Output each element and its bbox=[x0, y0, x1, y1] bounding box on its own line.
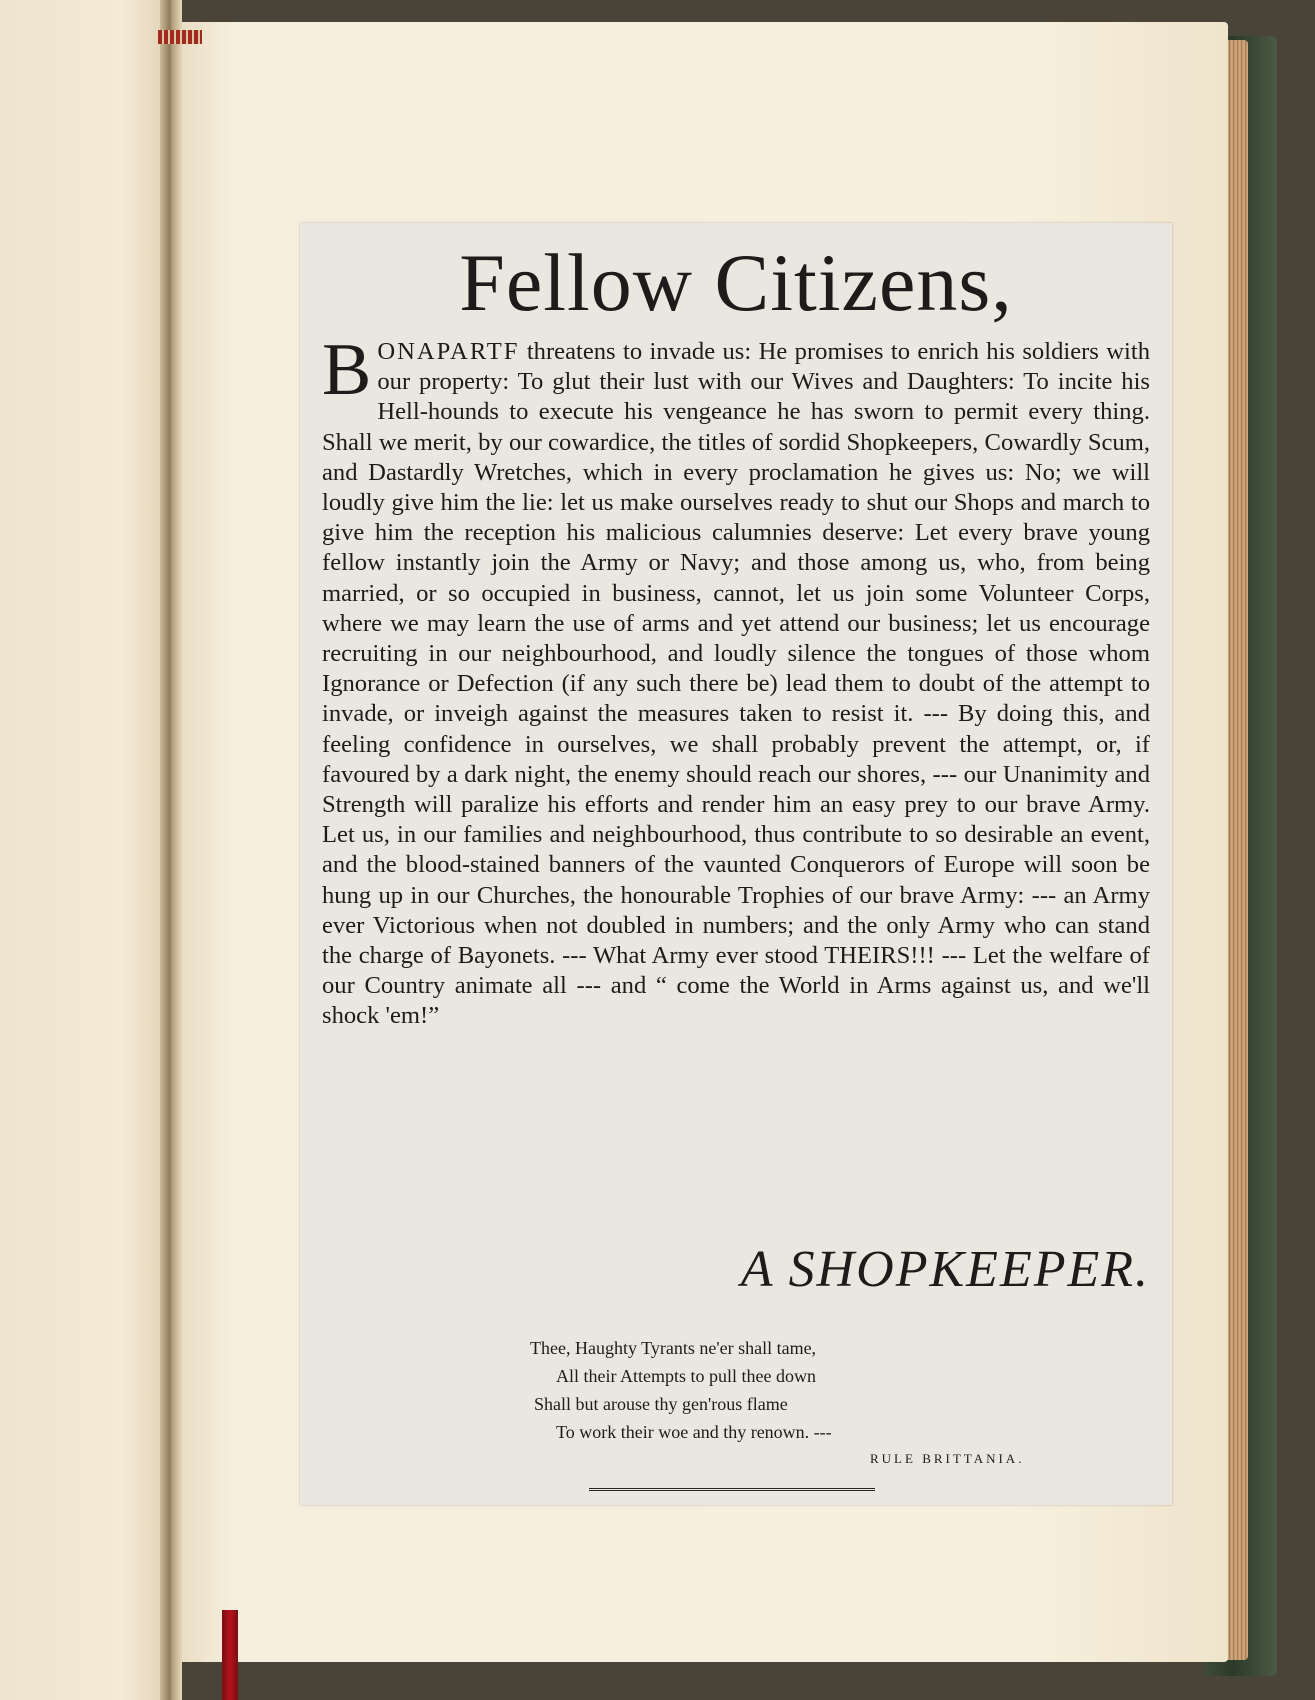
verse bbox=[530, 1334, 990, 1446]
signature: A SHOPKEEPER. bbox=[740, 1241, 1150, 1298]
drop-cap: B bbox=[322, 329, 372, 411]
verse-line: To work their woe and thy renown. --- bbox=[556, 1422, 832, 1442]
broadside-title: Fellow Citizens, bbox=[459, 237, 1013, 328]
verse-source: RULE BRITTANIA. bbox=[870, 1451, 1025, 1466]
book-gutter bbox=[160, 0, 182, 1700]
broadside-body bbox=[322, 329, 1150, 1032]
left-page bbox=[0, 0, 175, 1700]
verse-line: All their Attempts to pull thee down bbox=[556, 1366, 816, 1386]
verse-line: Thee, Haughty Tyrants ne'er shall tame, bbox=[530, 1338, 817, 1358]
headband bbox=[158, 30, 202, 44]
closing-rule bbox=[589, 1488, 875, 1491]
verse-line: Shall but arouse thy gen'rous flame bbox=[534, 1394, 788, 1414]
broadside-sheet bbox=[300, 223, 1172, 1505]
bookmark-ribbon bbox=[222, 1610, 238, 1700]
body-paragraph: threatens to invade us: He promises to enrich his soldiers with our property: To glut their lust with our Wives and Daughters: To incite his Hell-hounds to execute his vengeance he has sworn to permit every thing. Shall we merit, by our cowardice, the titles of sordid Shopkeepers, Cowardly Scum, and Dastardly Wretches, which in every proclamation he gives us: No; we will loudly give him the lie: let us make ourselves ready to shut our Shops and march to give him the reception his malicious calumnies deserve: Let every brave young fellow instantly join the Army or Navy; and those among us, who, from being married, or so occupied in business, cannot, let us join some Volunteer Corps, where we may learn the use of arms and yet attend our business; let us encourage recruiting in our neighbourhood, and loudly silence the tongues of those whom Ignorance or Defection (if any such there be) lead them to doubt of the attempt to invade, or inveigh against the measures taken to resist it. --- By doing this, and feeling confidence in ourselves, we shall probably prevent the attempt, or, if favoured by a dark night, the enemy should reach our shores, --- our Unanimity and Strength will paralize his efforts and render him an easy prey to our brave Army. Let us, in our families and neighbourhood, thus contribute to so desirable an event, and the blood-stained banners of the vaunted Conquerors of Europe will soon be hung up in our Churches, the honourable Trophies of our brave Army: --- an Army ever Victorious when not doubled in numbers; and the only Army who can stand the charge of Bayonets. --- What Army ever stood THEIRS!!! --- Let the welfare of our Country animate all --- and “ come the World in Arms against us, and we'll shock 'em!” bbox=[322, 338, 1150, 1030]
lead-caps: ONAPARTF bbox=[377, 338, 520, 365]
